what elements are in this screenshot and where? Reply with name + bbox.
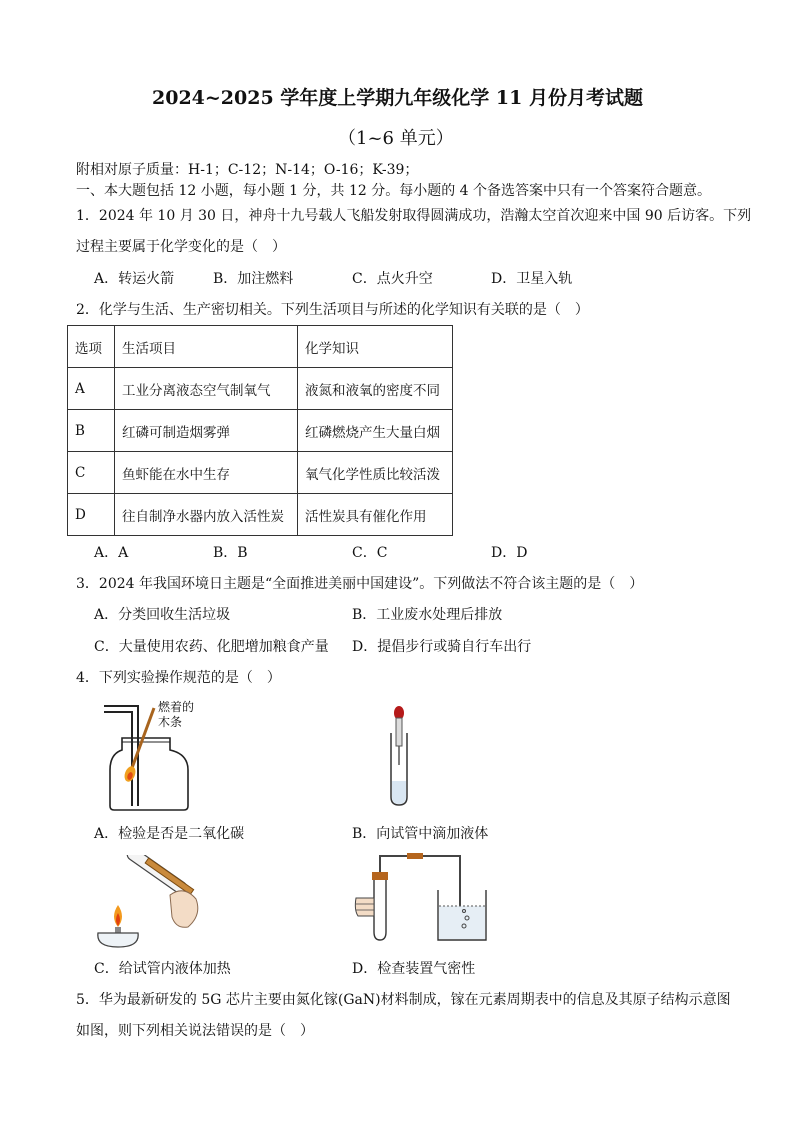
table-header-cell: 选项: [68, 326, 115, 368]
atomic-masses: 附相对原子质量：H-1；C-12；N-14；O-16；K-39；: [76, 162, 419, 178]
q4-option-b[interactable]: B．向试管中滴加液体: [352, 826, 489, 842]
table-cell: 红磷可制造烟雾弹: [115, 410, 298, 452]
q3-option-a[interactable]: A．分类回收生活垃圾: [94, 607, 231, 623]
table-header-row: [68, 326, 453, 368]
q1-stem-line1: 1．2024 年 10 月 30 日，神舟十九号载人飞船发射取得圆满成功，浩瀚太空首次迎来中国 90 后访客。下列: [76, 208, 752, 224]
q3-option-b[interactable]: B．工业废水处理后排放: [352, 607, 503, 623]
q2-stem: 2．化学与生活、生产密切相关。下列生活项目与所述的化学知识有关联的是（ ）: [76, 302, 589, 318]
q2-table: [67, 325, 453, 536]
q2-option-d[interactable]: D．D: [491, 545, 528, 561]
q2-option-a[interactable]: A．A: [94, 545, 129, 561]
q2-option-b[interactable]: B．B: [213, 545, 248, 561]
table-cell: A: [68, 368, 115, 410]
table-row: [68, 368, 453, 410]
q4-option-a[interactable]: A．检验是否是二氧化碳: [94, 826, 245, 842]
q1-option-a[interactable]: A．转运火箭: [94, 271, 175, 287]
page-title: 2024~2025 学年度上学期九年级化学 11 月份月考试题: [152, 87, 643, 109]
figure-co2-test: [100, 698, 210, 817]
figure-heating: [92, 855, 207, 954]
table-row: [68, 410, 453, 452]
q1-option-b[interactable]: B．加注燃料: [213, 271, 294, 287]
figure-dropper: [385, 705, 425, 811]
page-subtitle: （1~6 单元）: [338, 128, 454, 149]
figure-label-line2: 木条: [158, 715, 183, 729]
q3-option-c[interactable]: C．大量使用农药、化肥增加粮食产量: [94, 639, 329, 655]
q3-stem: 3．2024 年我国环境日主题是“全面推进美丽中国建设”。下列做法不符合该主题的是（ ）: [76, 576, 644, 592]
q4-stem: 4．下列实验操作规范的是（ ）: [76, 670, 281, 686]
table-row: [68, 494, 453, 536]
q1-stem-line2: 过程主要属于化学变化的是（ ）: [76, 239, 286, 255]
figure-label-line1: 燃着的: [158, 700, 195, 714]
table-cell: 液氮和液氧的密度不同: [298, 368, 453, 410]
table-row: [68, 452, 453, 494]
q4-option-c[interactable]: C．给试管内液体加热: [94, 961, 231, 977]
q2-option-c[interactable]: C．C: [352, 545, 388, 561]
section-intro: 一、本大题包括 12 小题，每小题 1 分，共 12 分。每小题的 4 个备选答案中只有一个答案符合题意。: [76, 183, 712, 199]
table-cell: 活性炭具有催化作用: [298, 494, 453, 536]
q5-stem-line2: 如图，则下列相关说法错误的是（ ）: [76, 1023, 314, 1039]
table-cell: 工业分离液态空气制氧气: [115, 368, 298, 410]
table-cell: D: [68, 494, 115, 536]
table-cell: 氧气化学性质比较活泼: [298, 452, 453, 494]
table-cell: 红磷燃烧产生大量白烟: [298, 410, 453, 452]
table-cell: 往自制净水器内放入活性炭: [115, 494, 298, 536]
table-header-cell: 生活项目: [115, 326, 298, 368]
q4-option-d[interactable]: D．检查装置气密性: [352, 961, 476, 977]
q3-option-d[interactable]: D．提倡步行或骑自行车出行: [352, 639, 532, 655]
q1-option-c[interactable]: C．点火升空: [352, 271, 433, 287]
q5-stem-line1: 5．华为最新研发的 5G 芯片主要由氮化镓(GaN)材料制成，镓在元素周期表中的信息及其原子结构示意图: [76, 992, 731, 1008]
table-cell: 鱼虾能在水中生存: [115, 452, 298, 494]
table-cell: B: [68, 410, 115, 452]
table-cell: C: [68, 452, 115, 494]
figure-airtightness: [352, 850, 502, 949]
q1-option-d[interactable]: D．卫星入轨: [491, 271, 573, 287]
table-header-cell: 化学知识: [298, 326, 453, 368]
